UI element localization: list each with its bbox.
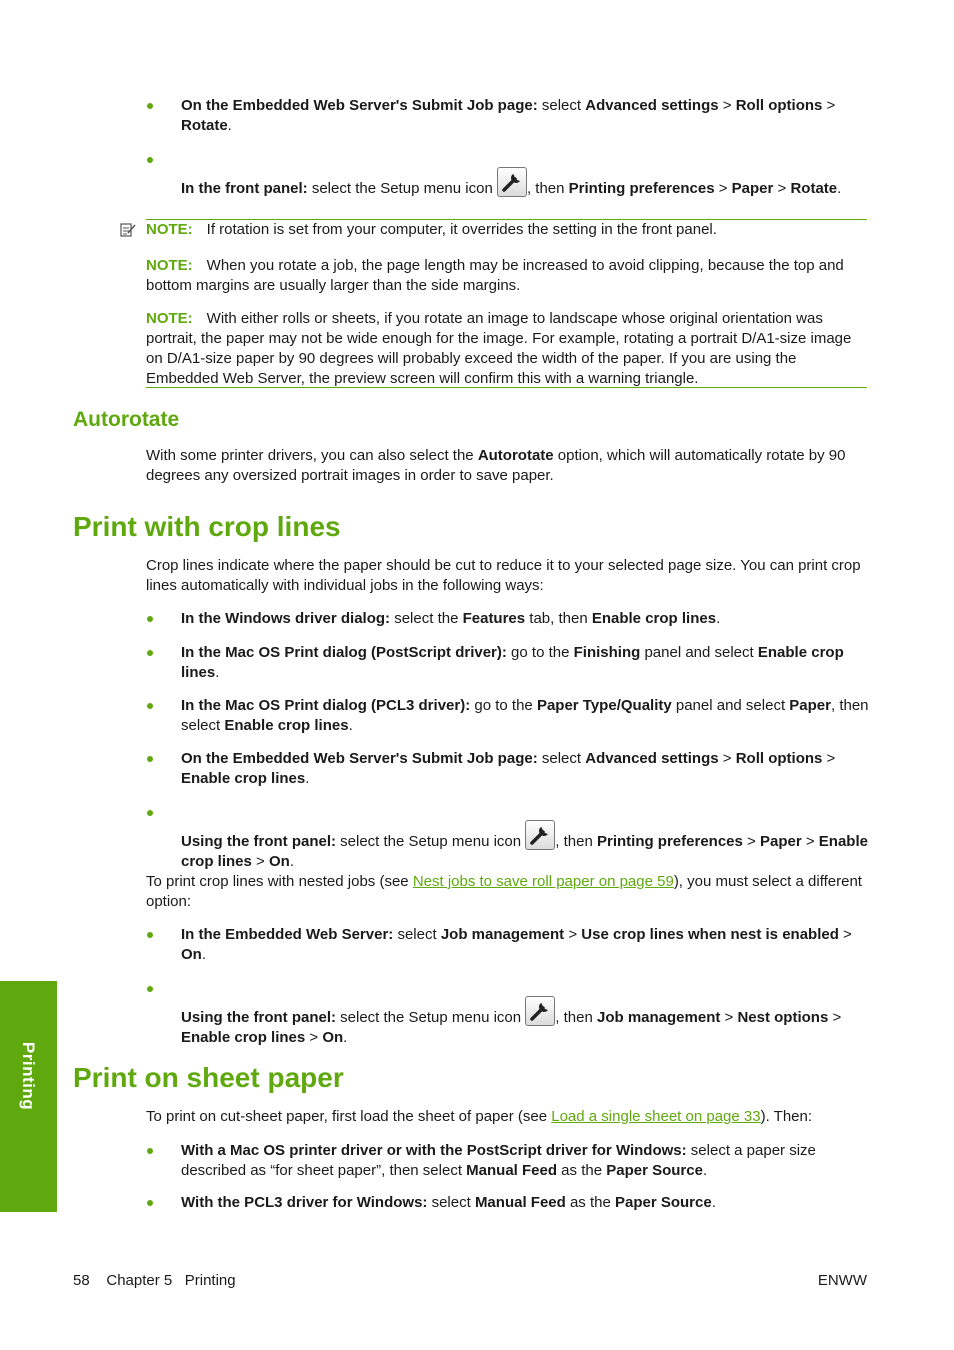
list-item: On the Embedded Web Server's Submit Job page: select Advanced settings > Roll options > Rotate. (181, 97, 836, 134)
list-item: Using the front panel: select the Setup menu icon , then Printing preferences > Paper > Enable crop lines > On. (181, 820, 871, 872)
side-tab-label: Printing (19, 1041, 38, 1111)
crop-intro-paragraph: Crop lines indicate where the paper should be cut to reduce it to your selected page size. You can print crop lines automatically with individual jobs in the following ways: (146, 557, 861, 594)
bullet-dot (147, 650, 153, 656)
autorotate-paragraph: With some printer drivers, you can also select the Autorotate option, which will automatically rotate by 90 degrees any oversized portrait images in order to save paper. (146, 447, 846, 484)
list-item: With the PCL3 driver for Windows: select Manual Feed as the Paper Source. (181, 1194, 716, 1211)
list-item: With a Mac OS printer driver or with the PostScript driver for Windows: select a paper size described as “for sheet paper”, then select Manual Feed as the Paper Source. (181, 1142, 816, 1179)
bullet-dot (147, 703, 153, 709)
list-item: On the Embedded Web Server's Submit Job page: select Advanced settings > Roll options > Enable crop lines. (181, 750, 836, 787)
nest-jobs-link[interactable]: Nest jobs to save roll paper on page 59 (412, 873, 674, 890)
chapter-side-tab (0, 981, 57, 1212)
footer-right: ENWW (817, 1272, 867, 1289)
note-icon (119, 221, 137, 239)
nested-jobs-paragraph: To print crop lines with nested jobs (see Nest jobs to save roll paper on page 59), you must select a different option: (146, 873, 862, 910)
note-2: NOTE: When you rotate a job, the page length may be increased to avoid clipping, because the top and bottom margins are usually larger than the side margins. (146, 257, 844, 294)
bullet-dot (147, 932, 153, 938)
bullet-dot (147, 616, 153, 622)
footer-left (73, 1271, 236, 1291)
list-item: In the Mac OS Print dialog (PCL3 driver): go to the Paper Type/Quality panel and select Paper, then select Enable crop lines. (181, 697, 869, 734)
page-number: 58 (73, 1272, 90, 1289)
bullet-dot (147, 1148, 153, 1154)
bullet-dot (147, 756, 153, 762)
bullet-dot (147, 1200, 153, 1206)
note-3: NOTE: With either rolls or sheets, if you rotate an image to landscape whose original orientation was portrait, the paper may not be wide enough for the image. For example, rotating a portrait D/A1-size image on D/A1-size paper by 90 degrees will probably exceed the width of the paper. If you are using the Embedded Web Server, the preview screen will confirm this with a warning triangle. (146, 310, 852, 387)
setup-menu-wrench-icon (497, 167, 527, 197)
note-1: NOTE: If rotation is set from your computer, it overrides the setting in the front panel. (146, 221, 717, 238)
list-item: Using the front panel: select the Setup menu icon , then Job management > Nest options > Enable crop lines > On. (181, 996, 871, 1048)
sheet-intro-paragraph: To print on cut-sheet paper, first load the sheet of paper (see Load a single sheet on page 33). Then: (146, 1108, 813, 1125)
section-heading-sheet-paper: Print on sheet paper (73, 1062, 344, 1093)
list-item: In the Embedded Web Server: select Job management > Use crop lines when nest is enabled > On. (181, 926, 852, 963)
footer-section: Printing (184, 1272, 236, 1289)
bullet-dot (147, 986, 153, 992)
bullet-dot (147, 157, 153, 163)
bullet-dot (147, 103, 153, 109)
bullet-dot (147, 810, 153, 816)
footer-chapter: Chapter 5 (106, 1272, 173, 1289)
list-item: In the Windows driver dialog: select the Features tab, then Enable crop lines. (181, 610, 721, 627)
setup-menu-wrench-icon (525, 820, 555, 850)
load-sheet-link[interactable]: Load a single sheet on page 33 (551, 1108, 761, 1125)
setup-menu-wrench-icon (525, 996, 555, 1026)
list-item: In the Mac OS Print dialog (PostScript driver): go to the Finishing panel and select Enable crop lines. (181, 644, 844, 681)
section-heading-autorotate: Autorotate (73, 408, 180, 431)
list-item: In the front panel: select the Setup menu icon , then Printing preferences > Paper > Rotate. (181, 167, 871, 199)
section-heading-crop-lines: Print with crop lines (73, 511, 341, 542)
note-bottom-rule (146, 387, 867, 388)
